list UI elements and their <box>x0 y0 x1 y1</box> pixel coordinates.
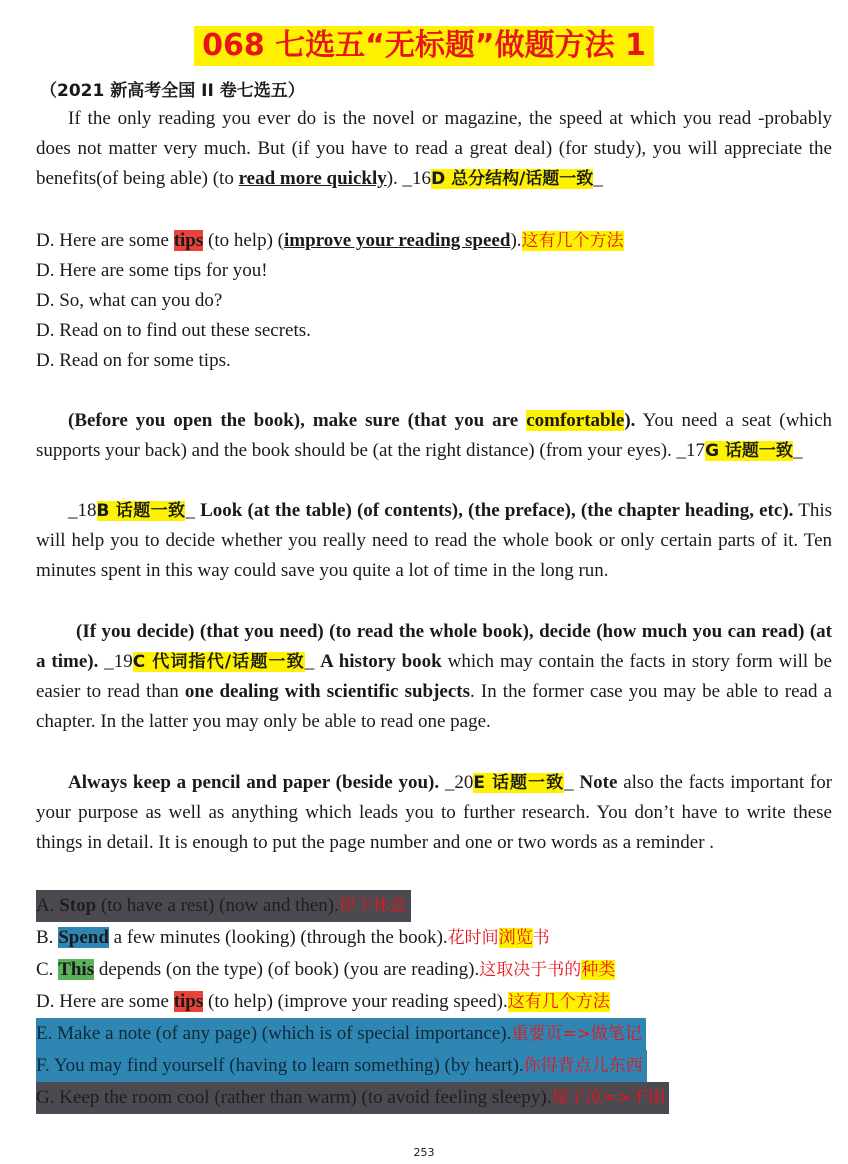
para2-bold-2: ). <box>624 410 636 431</box>
d1-text-a: D. Here are some <box>36 230 174 251</box>
para4-text-3: which may contain the facts in story form will be easier to read than <box>36 651 832 702</box>
option-f-text: F. You may find yourself (having to learn something) (by heart). <box>36 1055 524 1076</box>
option-d-note: 这有几个方法 <box>507 992 610 1012</box>
option-a-bar <box>36 890 411 922</box>
answer-20: E 话题一致 <box>473 773 565 793</box>
d1-text-c: ). <box>510 230 522 251</box>
para4-text-1: _19 <box>98 651 133 672</box>
answer-16: D 总分结构/话题一致 <box>431 169 594 189</box>
option-e-bar <box>36 1018 646 1050</box>
source-subtitle: （2021 新高考全国 II 卷七选五） <box>40 81 305 101</box>
option-f-bar <box>36 1050 647 1082</box>
para1-text-1: If the only reading you ever do is the novel or magazine, the speed at which you read -probably does not matter very much. But (if you have to read a great deal) (for study), you will appreciate the benefits(of being able) (to <box>36 108 832 189</box>
d-variant-3: D. So, what can you do? <box>36 290 223 311</box>
para2-text-2: _ <box>792 440 803 461</box>
para3-text-0: _18 <box>68 500 97 521</box>
option-c <box>36 954 836 986</box>
para3-text-1: _ <box>185 500 201 521</box>
option-e <box>36 1018 836 1050</box>
option-b-note-1: 花时间 <box>447 928 499 948</box>
para5-text-1: _20 <box>439 772 474 793</box>
option-e-note: 重要页=>做笔记 <box>511 1024 642 1044</box>
option-c-note-2: 种类 <box>581 960 616 980</box>
paragraph-3 <box>36 496 832 586</box>
paragraph-1 <box>36 104 832 194</box>
para2-highlight: comfortable <box>526 410 625 431</box>
option-b-note-2: 浏览 <box>498 928 533 948</box>
d-variants <box>36 226 832 376</box>
option-b <box>36 922 836 954</box>
d1-text-b: (to help) ( <box>203 230 284 251</box>
answer-19: C 代词指代/话题一致 <box>132 652 305 672</box>
d-variant-4: D. Read on to find out these secrets. <box>36 320 311 341</box>
option-d-prefix: D. Here are some <box>36 991 174 1012</box>
d1-keyword-tips: tips <box>173 230 204 251</box>
para5-text-3: also the facts important for your purpose as well as anything which leads you to further research. You don’t have to write these things in detail. It is enough to put the page number and one or two words as a reminder . <box>36 772 833 853</box>
options-list <box>36 890 836 1114</box>
para1-underline: read more quickly <box>238 168 387 189</box>
option-b-keyword: Spend <box>58 927 109 948</box>
option-d <box>36 986 836 1018</box>
page-number: 253 <box>413 1146 435 1159</box>
d1-note: 这有几个方法 <box>521 231 624 251</box>
page-title: 068 七选五“无标题”做题方法 1 <box>194 26 654 66</box>
para4-text-2: _ <box>304 651 321 672</box>
option-b-note-3: 书 <box>532 928 550 948</box>
answer-17: G 话题一致 <box>705 441 793 461</box>
d1-underline: improve your reading speed <box>284 230 511 251</box>
option-a-prefix: A. <box>36 895 60 916</box>
para4-bold-1: (If you decide) (that you need) (to read the whole book), decide (how much you can read) (at a time). <box>36 621 832 672</box>
option-c-prefix: C. <box>36 959 59 980</box>
para5-bold-2: Note <box>579 772 618 793</box>
d-variant-5: D. Read on for some tips. <box>36 350 231 371</box>
option-g-bar <box>36 1082 669 1114</box>
option-f <box>36 1050 836 1082</box>
option-d-keyword: tips <box>173 991 204 1012</box>
option-g <box>36 1082 836 1114</box>
option-d-text: (to help) (improve your reading speed). <box>203 991 508 1012</box>
paragraph-4 <box>36 617 832 737</box>
para4-text-4: . In the former case you may be able to read a chapter. In the latter you may only be able to read one page. <box>36 681 832 732</box>
para5-text-2: _ <box>564 772 580 793</box>
paragraph-5 <box>36 768 832 858</box>
option-f-note: 你得背点儿东西 <box>523 1056 643 1076</box>
answer-18: B 话题一致 <box>96 501 186 521</box>
option-c-keyword: This <box>58 959 95 980</box>
para4-bold-2: A history book <box>320 651 442 672</box>
para4-bold-3: one dealing with scientific subjects <box>184 681 471 702</box>
para2-text-1: You need a seat (which supports your back) and the book should be (at the right distance) (from your eyes). _17 <box>36 410 833 461</box>
para1-text-2: ). _16 <box>386 168 432 189</box>
paragraph-2 <box>36 406 832 466</box>
para1-text-3: _ <box>593 168 603 189</box>
option-b-prefix: B. <box>36 927 59 948</box>
option-g-text: G. Keep the room cool (rather than warm) (to avoid feeling sleepy). <box>36 1087 552 1108</box>
para5-bold-1: Always keep a pencil and paper (beside you). <box>68 772 440 793</box>
para3-text-2: This will help you to decide whether you really need to read the whole book or only certain parts of it. Ten minutes spent in this way could save you quite a lot of time in the long run. <box>36 500 833 581</box>
option-a <box>36 890 836 922</box>
title-wrap <box>0 26 848 66</box>
option-a-keyword: Stop <box>59 895 97 916</box>
option-g-note: 屋子凉=>不困 <box>551 1088 665 1108</box>
d-variant-1 <box>36 226 832 256</box>
option-a-text: (to have a rest) (now and then). <box>96 895 339 916</box>
option-c-note-1: 这取决于书的 <box>479 960 582 980</box>
option-a-note: 停下休息 <box>338 896 407 916</box>
d-variant-2: D. Here are some tips for you! <box>36 260 268 281</box>
para2-bold-1: (Before you open the book), make sure (that you are <box>68 410 527 431</box>
para3-bold-1: Look (at the table) (of contents), (the preface), (the chapter heading, etc). <box>200 500 794 521</box>
option-c-text: depends (on the type) (of book) (you are reading). <box>94 959 480 980</box>
option-b-text: a few minutes (looking) (through the book). <box>108 927 448 948</box>
option-e-text: E. Make a note (of any page) (which is of special importance). <box>36 1023 512 1044</box>
